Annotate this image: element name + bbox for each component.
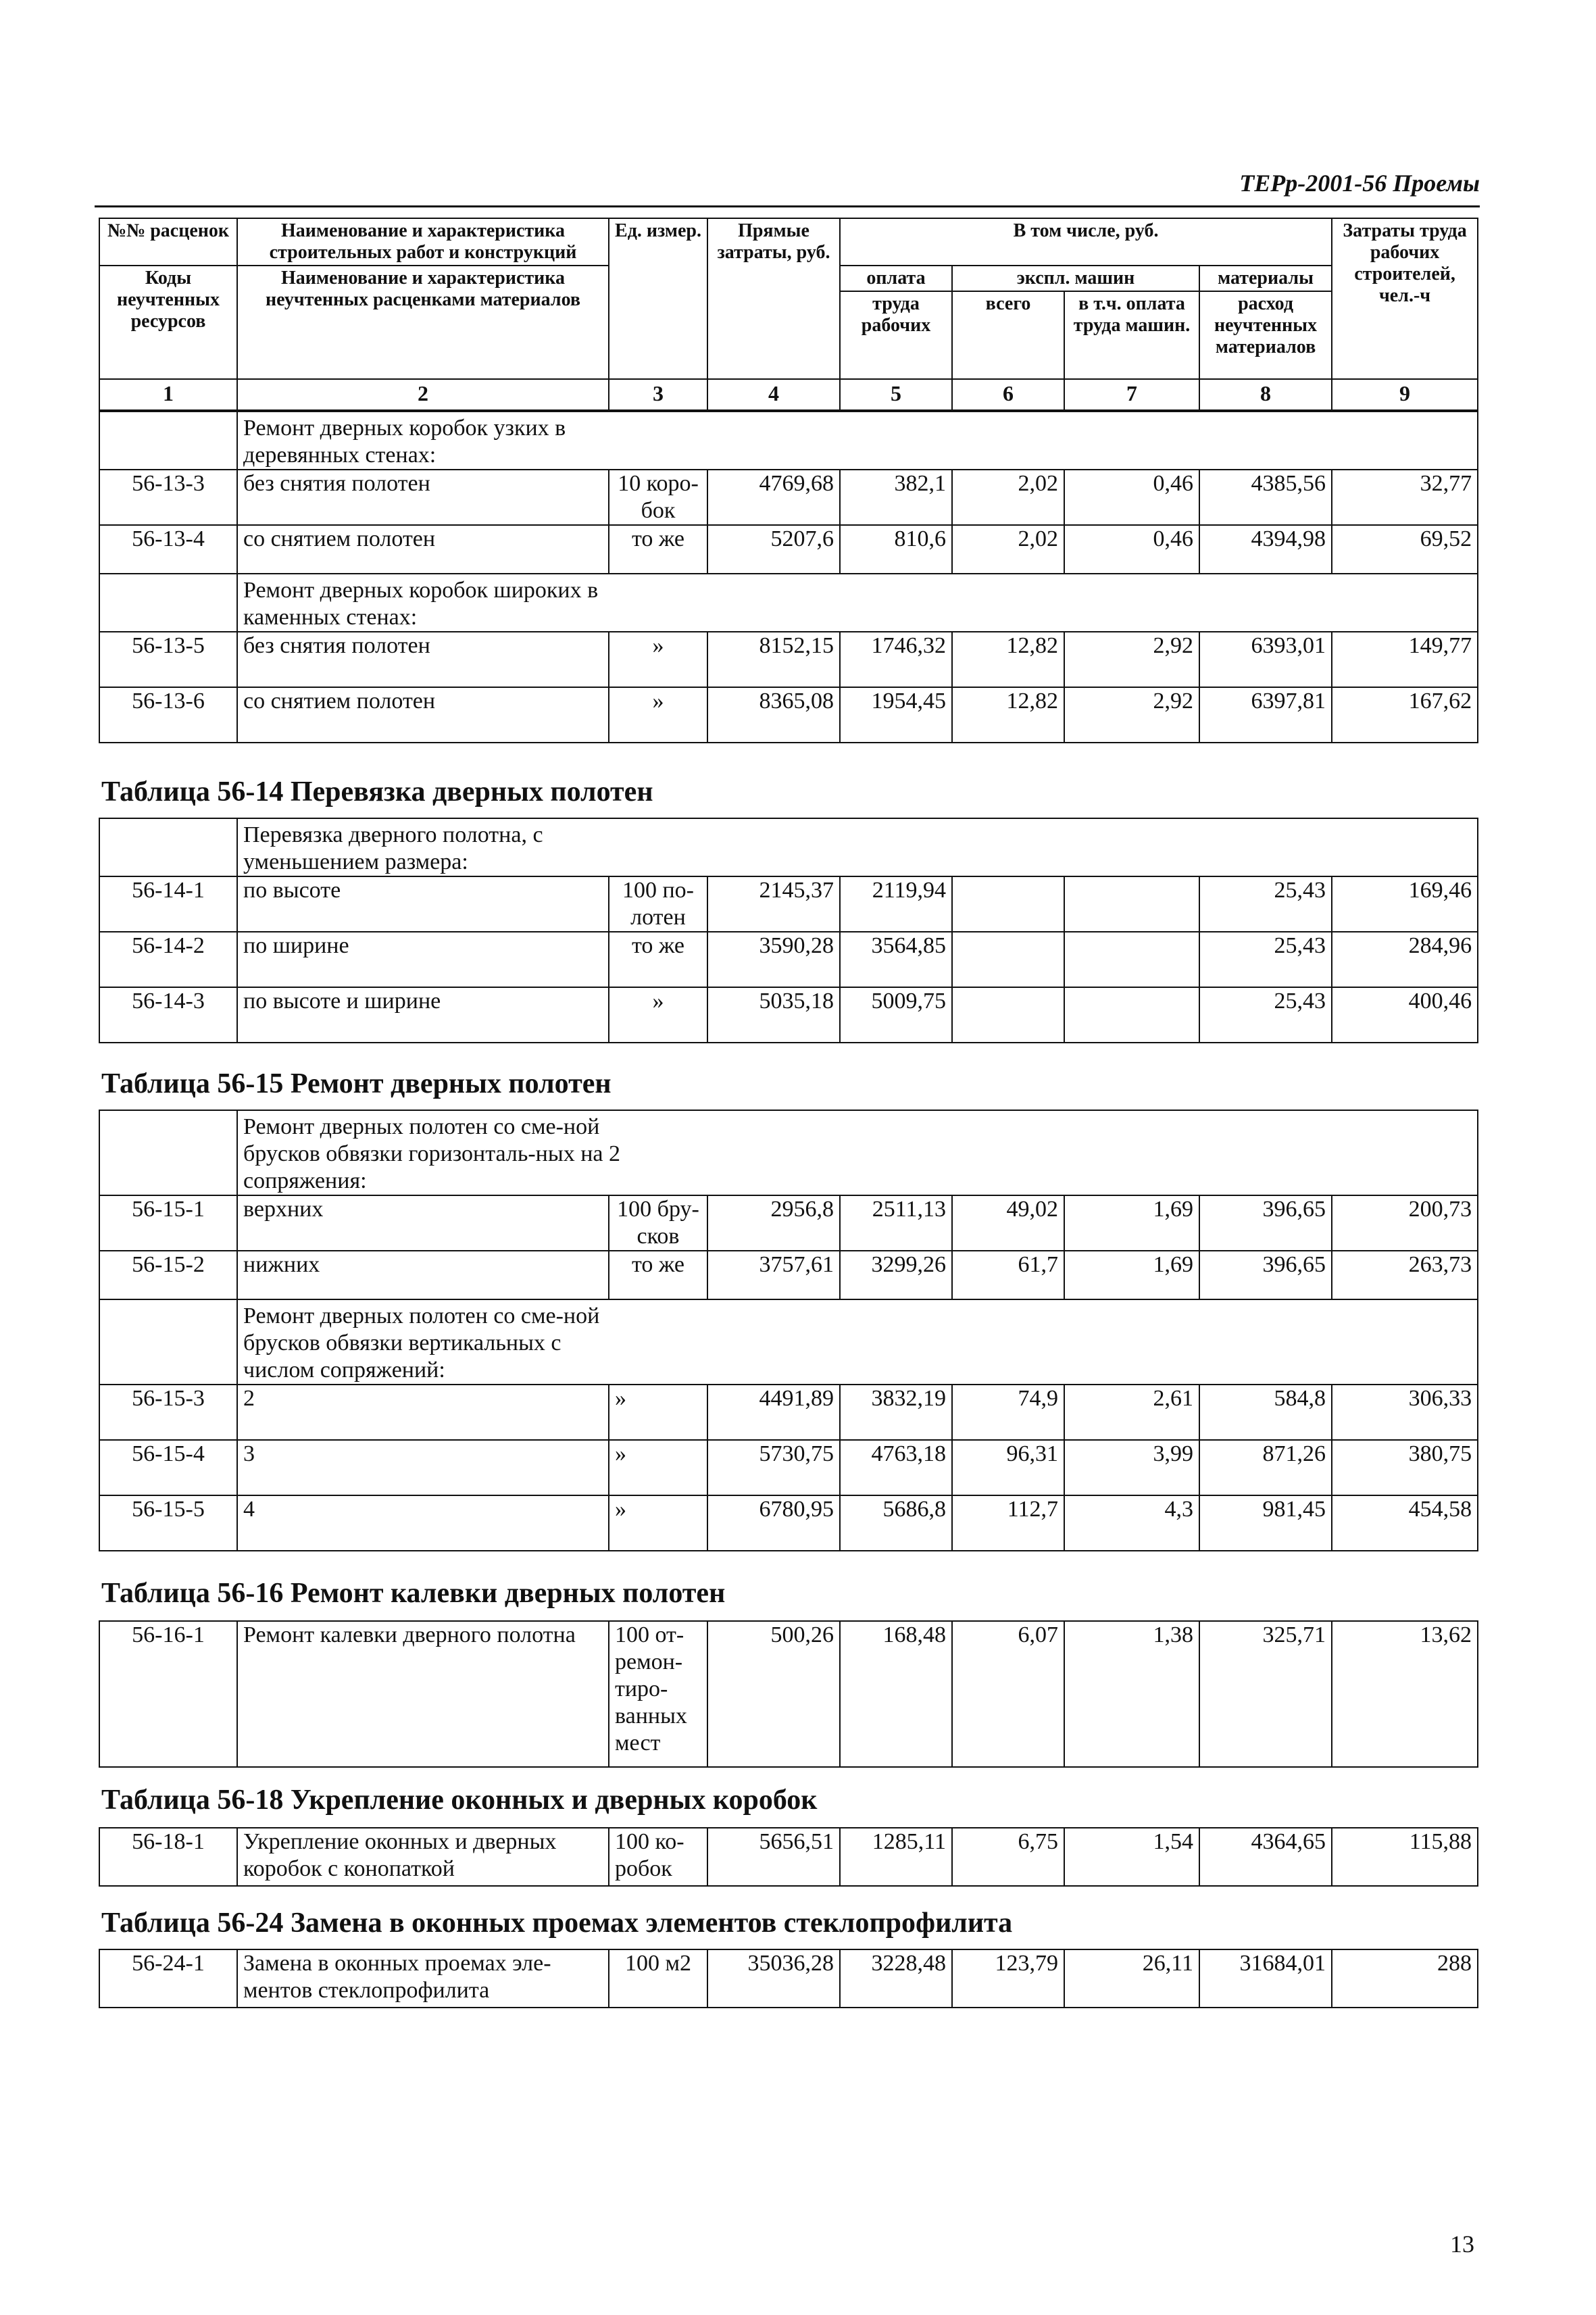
machinist-wages: 1,38	[1064, 1621, 1199, 1767]
col-header-machines: экспл. машин	[952, 266, 1199, 291]
col-number: 3	[609, 379, 707, 410]
col-number: 7	[1064, 379, 1199, 410]
work-name: Замена в оконных проемах эле-ментов стеклопрофилита	[237, 1949, 609, 2008]
wages: 168,48	[840, 1621, 952, 1767]
materials: 4385,56	[1199, 470, 1332, 525]
labor-hours: 115,88	[1332, 1828, 1478, 1886]
work-name: по высоте	[237, 876, 609, 932]
unit: то же	[609, 1251, 707, 1299]
machines-total: 6,07	[952, 1621, 1064, 1767]
col-header-materials-top: материалы	[1199, 266, 1332, 291]
machines-total: 96,31	[952, 1440, 1064, 1495]
materials: 25,43	[1199, 987, 1332, 1043]
table-title: Таблица 56-15 Ремонт дверных полотен	[101, 1068, 612, 1099]
work-name: 2	[237, 1385, 609, 1440]
machines-total: 2,02	[952, 525, 1064, 574]
machines-total	[952, 876, 1064, 932]
materials: 981,45	[1199, 1495, 1332, 1551]
rate-code: 56-13-6	[99, 687, 237, 743]
col-header-machines-total: всего	[952, 291, 1064, 379]
group-heading: Перевязка дверного полотна, с уменьшением размера:	[237, 818, 1478, 876]
direct-costs: 2145,37	[707, 876, 840, 932]
work-name: без снятия полотен	[237, 632, 609, 687]
col-header-materials: расход неучтенных материалов	[1199, 291, 1332, 379]
machinist-wages: 2,92	[1064, 632, 1199, 687]
labor-hours: 400,46	[1332, 987, 1478, 1043]
rate-code: 56-13-4	[99, 525, 237, 574]
materials: 4364,65	[1199, 1828, 1332, 1886]
work-name: Укрепление оконных и дверных коробок с конопаткой	[237, 1828, 609, 1886]
direct-costs: 35036,28	[707, 1949, 840, 2008]
wages: 3564,85	[840, 932, 952, 987]
table-56-16	[99, 1620, 1478, 1768]
doc-title: ТЕРр-2001-56 Проемы	[1239, 170, 1480, 197]
labor-hours: 13,62	[1332, 1621, 1478, 1767]
machines-total: 61,7	[952, 1251, 1064, 1299]
unit: »	[609, 632, 707, 687]
wages: 382,1	[840, 470, 952, 525]
materials: 25,43	[1199, 932, 1332, 987]
rate-code: 56-13-5	[99, 632, 237, 687]
machinist-wages	[1064, 987, 1199, 1043]
materials: 584,8	[1199, 1385, 1332, 1440]
col-header-codes-bottom: Коды неучтенных ресурсов	[99, 266, 237, 379]
materials: 6397,81	[1199, 687, 1332, 743]
materials: 25,43	[1199, 876, 1332, 932]
table-56-15	[99, 1110, 1478, 1551]
unit: то же	[609, 932, 707, 987]
labor-hours: 149,77	[1332, 632, 1478, 687]
unit: 100 по-лотен	[609, 876, 707, 932]
table-title: Таблица 56-18 Укрепление оконных и дверных коробок	[101, 1785, 818, 1816]
col-number: 5	[840, 379, 952, 410]
direct-costs: 5656,51	[707, 1828, 840, 1886]
direct-costs: 2956,8	[707, 1195, 840, 1251]
table-title: Таблица 56-24 Замена в оконных проемах элементов стеклопрофилита	[101, 1908, 1013, 1939]
rate-code: 56-14-2	[99, 932, 237, 987]
labor-hours: 306,33	[1332, 1385, 1478, 1440]
direct-costs: 8365,08	[707, 687, 840, 743]
page-header	[95, 169, 1480, 207]
rate-code: 56-15-4	[99, 1440, 237, 1495]
machinist-wages: 0,46	[1064, 470, 1199, 525]
machinist-wages: 2,61	[1064, 1385, 1199, 1440]
work-name: со снятием полотен	[237, 687, 609, 743]
machinist-wages	[1064, 876, 1199, 932]
col-header-unit: Ед. измер.	[609, 218, 707, 379]
col-number: 8	[1199, 379, 1332, 410]
work-name: по высоте и ширине	[237, 987, 609, 1043]
direct-costs: 3590,28	[707, 932, 840, 987]
wages: 1746,32	[840, 632, 952, 687]
materials: 4394,98	[1199, 525, 1332, 574]
col-header-group: В том числе, руб.	[840, 218, 1332, 266]
machinist-wages: 1,69	[1064, 1195, 1199, 1251]
direct-costs: 4769,68	[707, 470, 840, 525]
labor-hours: 263,73	[1332, 1251, 1478, 1299]
page-number: 13	[1450, 2231, 1474, 2258]
rate-code: 56-18-1	[99, 1828, 237, 1886]
direct-costs: 5035,18	[707, 987, 840, 1043]
machinist-wages: 1,69	[1064, 1251, 1199, 1299]
work-name: без снятия полотен	[237, 470, 609, 525]
work-name: верхних	[237, 1195, 609, 1251]
machinist-wages: 3,99	[1064, 1440, 1199, 1495]
unit: 100 от-ремон-тиро-ванных мест	[609, 1621, 707, 1767]
wages: 1954,45	[840, 687, 952, 743]
group-heading: Ремонт дверных полотен со сме-ной брусков обвязки горизонталь-ных на 2 сопряжения:	[237, 1110, 1478, 1195]
unit: »	[609, 1385, 707, 1440]
direct-costs: 5207,6	[707, 525, 840, 574]
labor-hours: 169,46	[1332, 876, 1478, 932]
machines-total: 74,9	[952, 1385, 1064, 1440]
machines-total	[952, 932, 1064, 987]
col-number: 6	[952, 379, 1064, 410]
unit: »	[609, 987, 707, 1043]
machines-total: 123,79	[952, 1949, 1064, 2008]
rate-code: 56-14-3	[99, 987, 237, 1043]
col-header-name-bottom: Наименование и характеристика неучтенных расценками материалов	[237, 266, 609, 379]
group-heading: Ремонт дверных коробок широких в каменных стенах:	[237, 574, 1478, 632]
machinist-wages: 2,92	[1064, 687, 1199, 743]
labor-hours: 284,96	[1332, 932, 1478, 987]
unit: 100 ко-робок	[609, 1828, 707, 1886]
work-name: со снятием полотен	[237, 525, 609, 574]
unit: 100 бру-сков	[609, 1195, 707, 1251]
rate-code: 56-13-3	[99, 470, 237, 525]
work-name: 3	[237, 1440, 609, 1495]
rate-code: 56-24-1	[99, 1949, 237, 2008]
rate-code: 56-15-1	[99, 1195, 237, 1251]
rate-code: 56-16-1	[99, 1621, 237, 1767]
work-name: нижних	[237, 1251, 609, 1299]
table-56-18	[99, 1827, 1478, 1887]
unit: »	[609, 1495, 707, 1551]
labor-hours: 380,75	[1332, 1440, 1478, 1495]
wages: 5009,75	[840, 987, 952, 1043]
machines-total: 12,82	[952, 687, 1064, 743]
table-56-14	[99, 818, 1478, 1043]
wages: 3299,26	[840, 1251, 952, 1299]
rate-code: 56-14-1	[99, 876, 237, 932]
work-name: Ремонт калевки дверного полотна	[237, 1621, 609, 1767]
direct-costs: 4491,89	[707, 1385, 840, 1440]
labor-hours: 167,62	[1332, 687, 1478, 743]
wages: 5686,8	[840, 1495, 952, 1551]
work-name: по ширине	[237, 932, 609, 987]
rate-code: 56-15-2	[99, 1251, 237, 1299]
col-header-direct-costs: Прямые затраты, руб.	[707, 218, 840, 379]
unit: »	[609, 687, 707, 743]
materials: 6393,01	[1199, 632, 1332, 687]
machines-total: 112,7	[952, 1495, 1064, 1551]
machines-total: 6,75	[952, 1828, 1064, 1886]
table-56-13	[99, 411, 1478, 743]
labor-hours: 200,73	[1332, 1195, 1478, 1251]
wages: 2119,94	[840, 876, 952, 932]
rate-code: 56-15-5	[99, 1495, 237, 1551]
table-56-24	[99, 1949, 1478, 2008]
machines-total	[952, 987, 1064, 1043]
labor-hours: 454,58	[1332, 1495, 1478, 1551]
work-name: 4	[237, 1495, 609, 1551]
direct-costs: 5730,75	[707, 1440, 840, 1495]
machinist-wages: 1,54	[1064, 1828, 1199, 1886]
direct-costs: 8152,15	[707, 632, 840, 687]
unit: 100 м2	[609, 1949, 707, 2008]
col-header-wages-top: оплата	[840, 266, 952, 291]
direct-costs: 6780,95	[707, 1495, 840, 1551]
unit: »	[609, 1440, 707, 1495]
col-header-name-top: Наименование и характеристика строительных работ и конструкций	[237, 218, 609, 266]
col-number: 9	[1332, 379, 1478, 410]
materials: 871,26	[1199, 1440, 1332, 1495]
materials: 325,71	[1199, 1621, 1332, 1767]
col-number: 2	[237, 379, 609, 410]
wages: 4763,18	[840, 1440, 952, 1495]
unit: то же	[609, 525, 707, 574]
col-header-machinist-wages: в т.ч. оплата труда машин.	[1064, 291, 1199, 379]
column-header-table	[99, 218, 1478, 411]
col-header-labor-hours: Затраты труда рабочих строителей, чел.-ч	[1332, 218, 1478, 379]
machines-total: 49,02	[952, 1195, 1064, 1251]
direct-costs: 500,26	[707, 1621, 840, 1767]
table-title: Таблица 56-16 Ремонт калевки дверных полотен	[101, 1578, 726, 1609]
wages: 810,6	[840, 525, 952, 574]
col-number: 4	[707, 379, 840, 410]
machinist-wages: 4,3	[1064, 1495, 1199, 1551]
materials: 396,65	[1199, 1251, 1332, 1299]
labor-hours: 288	[1332, 1949, 1478, 2008]
col-header-wages: труда рабочих	[840, 291, 952, 379]
wages: 3832,19	[840, 1385, 952, 1440]
machines-total: 2,02	[952, 470, 1064, 525]
wages: 1285,11	[840, 1828, 952, 1886]
labor-hours: 69,52	[1332, 525, 1478, 574]
machinist-wages: 26,11	[1064, 1949, 1199, 2008]
rate-code: 56-15-3	[99, 1385, 237, 1440]
materials: 31684,01	[1199, 1949, 1332, 2008]
machinist-wages	[1064, 932, 1199, 987]
col-number: 1	[99, 379, 237, 410]
col-header-codes-top: №№ расценок	[99, 218, 237, 266]
unit: 10 коро-бок	[609, 470, 707, 525]
group-heading: Ремонт дверных коробок узких в деревянных стенах:	[237, 412, 1478, 470]
table-title: Таблица 56-14 Перевязка дверных полотен	[101, 776, 653, 807]
wages: 2511,13	[840, 1195, 952, 1251]
labor-hours: 32,77	[1332, 470, 1478, 525]
machinist-wages: 0,46	[1064, 525, 1199, 574]
direct-costs: 3757,61	[707, 1251, 840, 1299]
wages: 3228,48	[840, 1949, 952, 2008]
machines-total: 12,82	[952, 632, 1064, 687]
group-heading: Ремонт дверных полотен со сме-ной брусков обвязки вертикальных с числом сопряжений:	[237, 1299, 1478, 1385]
materials: 396,65	[1199, 1195, 1332, 1251]
